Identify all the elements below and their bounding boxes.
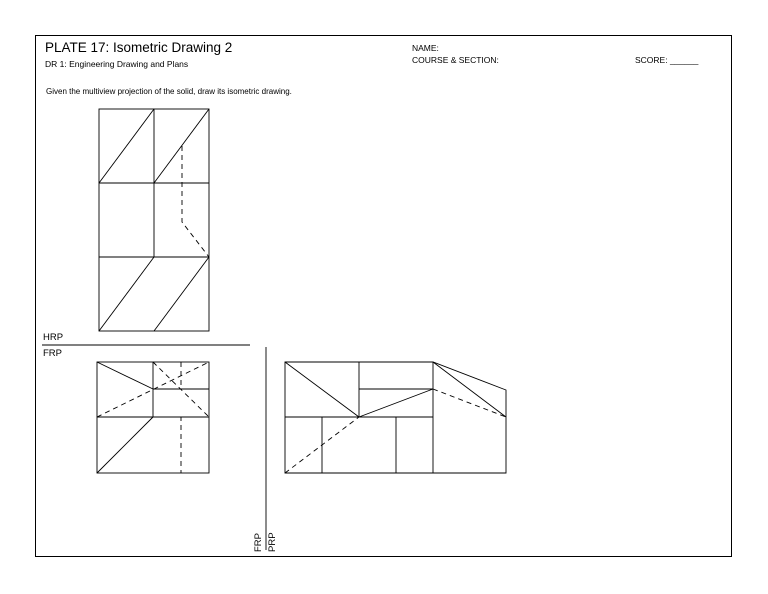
hrp-label: HRP bbox=[43, 332, 64, 343]
instruction-text: Given the multiview projection of the solid, draw its isometric drawing. bbox=[46, 87, 292, 96]
top-view-hidden-line bbox=[182, 146, 209, 257]
front-view bbox=[97, 362, 209, 473]
prp-vertical-label: PRP bbox=[267, 532, 278, 552]
top-view bbox=[99, 109, 209, 331]
side-view-hidden-lines bbox=[285, 389, 506, 473]
side-view-outline bbox=[285, 362, 506, 473]
side-view bbox=[285, 362, 506, 473]
frp-vertical-label: FRP bbox=[253, 533, 264, 552]
score-label: SCORE: ______ bbox=[635, 55, 699, 65]
course-subtitle: DR 1: Engineering Drawing and Plans bbox=[45, 59, 189, 69]
plate-title: PLATE 17: Isometric Drawing 2 bbox=[45, 40, 233, 55]
course-section-label: COURSE & SECTION: bbox=[412, 55, 499, 65]
name-label: NAME: bbox=[412, 43, 439, 53]
frp-label: FRP bbox=[43, 348, 62, 359]
